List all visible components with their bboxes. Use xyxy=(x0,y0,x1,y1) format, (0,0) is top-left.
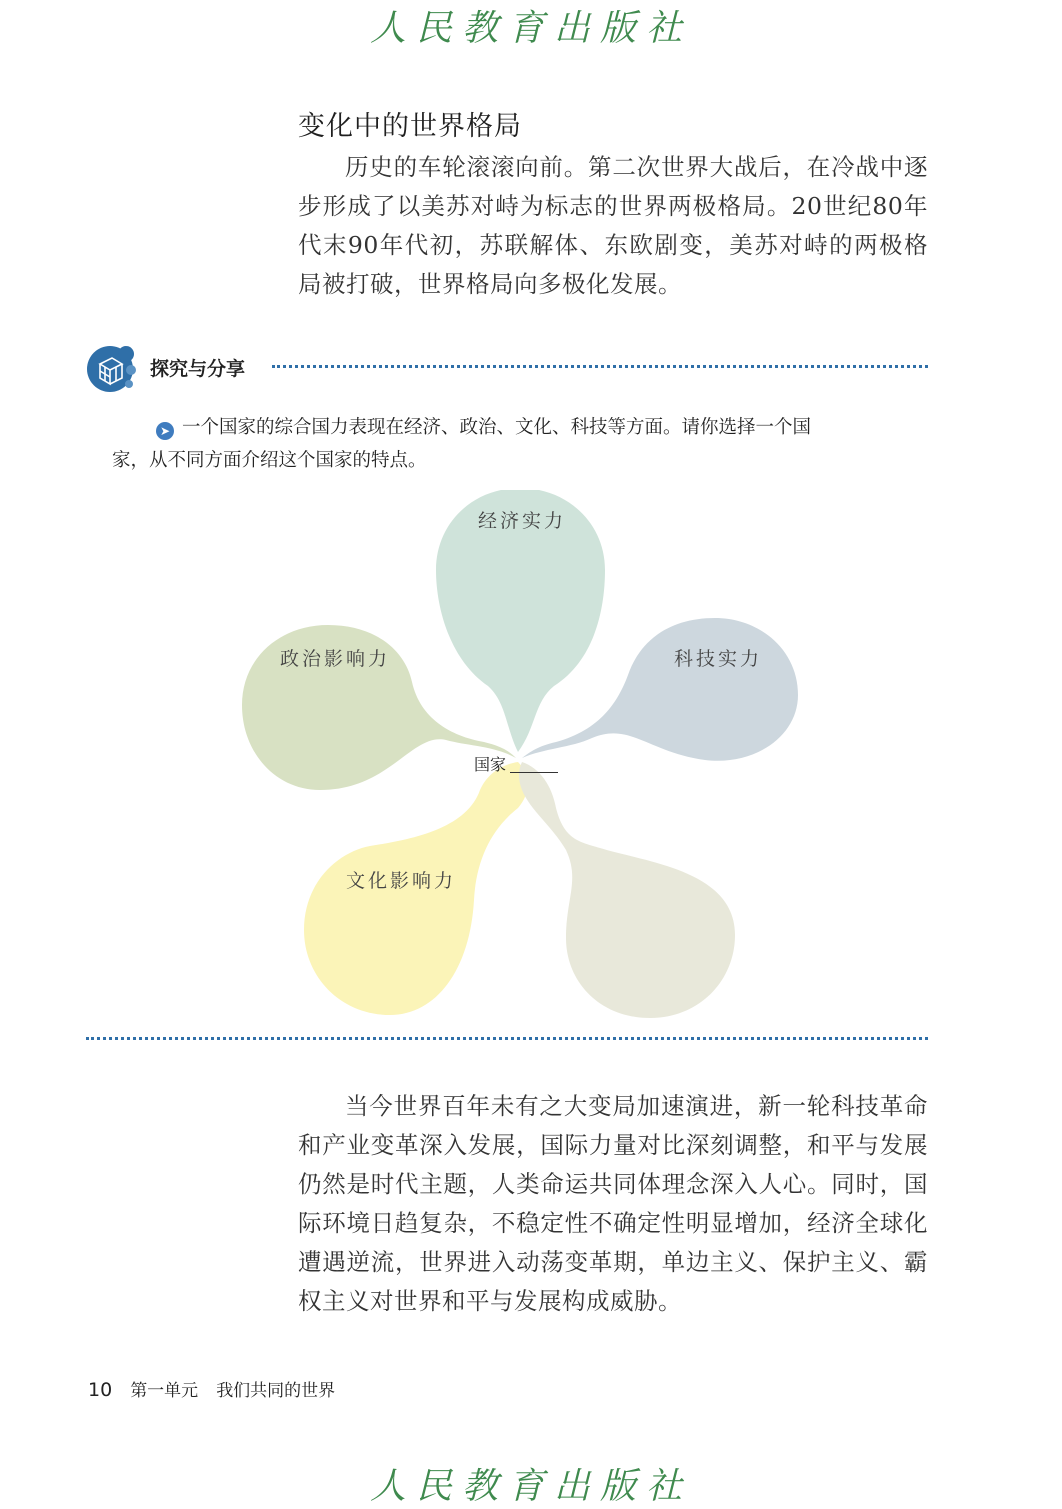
petal-label-culture: 文化影响力 xyxy=(346,870,457,892)
petal-label-economy: 经济实力 xyxy=(478,510,567,532)
paragraph-text: 历史的车轮滚滚向前。第二次世界大战后，在冷战中逐步形成了以美苏对峙为标志的世界两极格局。20世纪80年代末90年代初，苏联解体、东欧剧变，美苏对峙的两极格局被打破，世界格局向多极化发展。 xyxy=(298,153,928,298)
explore-task xyxy=(112,411,912,477)
publisher-watermark-top: 人民教育出版社 xyxy=(369,8,692,49)
country-power-flower-diagram xyxy=(200,490,840,1030)
publisher-watermark-bottom: 人民教育出版社 xyxy=(369,1466,692,1507)
task-line-2: 家，从不同方面介绍这个国家的特点。 xyxy=(112,450,427,471)
unit-title: 我们共同的世界 xyxy=(216,1381,336,1401)
explore-share-header xyxy=(86,340,928,396)
body-paragraph-2 xyxy=(298,1087,928,1321)
flower-svg xyxy=(200,490,840,1030)
paragraph-text: 当今世界百年未有之大变局加速演进，新一轮科技革命和产业变革深入发展，国际力量对比深刻调整，和平与发展仍然是时代主题，人类命运共同体理念深入人心。同时，国际环境日趋复杂，不稳定性不确定性明显增加，经济全球化遭遇逆流，世界进入动荡变革期，单边主义、保护主义、霸权主义对世界和平与发展构成威胁。 xyxy=(298,1092,928,1315)
section-title: 变化中的世界格局 xyxy=(298,111,522,142)
petal-blank xyxy=(519,762,735,1018)
petal-label-politics: 政治影响力 xyxy=(280,648,391,670)
explore-cube-icon xyxy=(86,342,138,394)
petal-label-technology: 科技实力 xyxy=(674,648,763,670)
dotted-divider-bottom xyxy=(86,1037,928,1040)
page-number: 10 xyxy=(88,1379,113,1401)
body-paragraph-1 xyxy=(298,148,928,304)
task-line-1: 一个国家的综合国力表现在经济、政治、文化、科技等方面。请你选择一个国 xyxy=(182,417,812,438)
explore-share-label: 探究与分享 xyxy=(150,358,246,380)
page-footer xyxy=(88,1376,335,1401)
dotted-divider-top xyxy=(272,365,928,368)
center-label-country: 国家 xyxy=(474,755,507,774)
arrow-bullet-icon: ➤ xyxy=(156,422,174,440)
country-fill-blank xyxy=(510,772,558,773)
unit-label: 第一单元 xyxy=(130,1381,199,1401)
